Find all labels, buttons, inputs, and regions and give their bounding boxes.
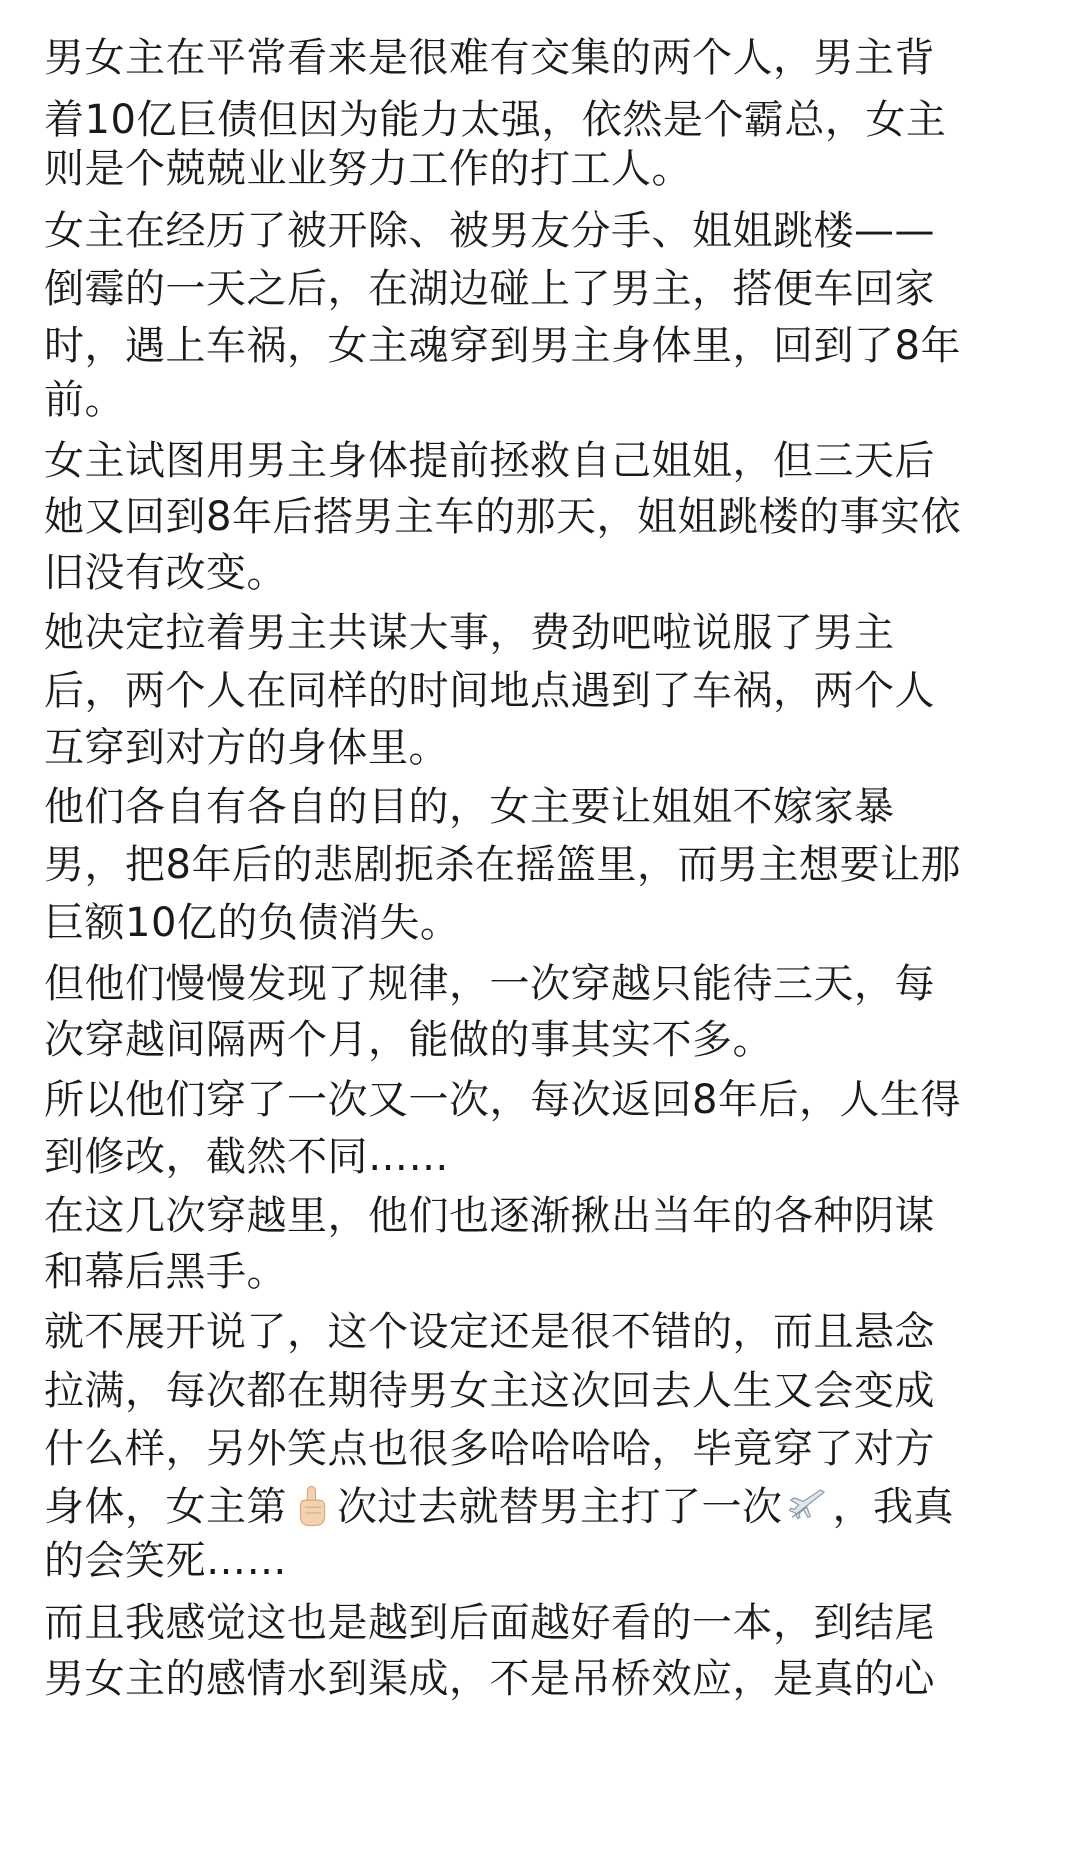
- text-line: 时，遇上车祸，女主魂穿到男主身体里，回到了8年: [44, 323, 961, 369]
- text-line: 她决定拉着男主共谋大事，费劲吧啦说服了男主: [44, 610, 895, 656]
- text-line: 但他们慢慢发现了规律，一次穿越只能待三天，每: [44, 961, 935, 1007]
- text-line: 在这几次穿越里，他们也逐渐揪出当年的各种阴谋: [44, 1193, 935, 1239]
- text-line: 和幕后黑手。: [44, 1249, 287, 1295]
- text-line: 到修改，截然不同……: [44, 1134, 449, 1180]
- text-segment: ，我真: [832, 1484, 954, 1530]
- text-line: 她又回到8年后搭男主车的那天，姐姐跳楼的事实依: [44, 494, 961, 540]
- top-edge: [0, 0, 1080, 10]
- text-line: 而且我感觉这也是越到后面越好看的一本，到结尾: [44, 1600, 935, 1646]
- text-line: 着10亿巨债但因为能力太强，依然是个霸总，女主: [44, 97, 947, 143]
- text-line: 倒霉的一天之后，在湖边碰上了男主，搭便车回家: [44, 266, 935, 312]
- text-line: 所以他们穿了一次又一次，每次返回8年后，人生得: [44, 1077, 961, 1123]
- text-line: 男女主的感情水到渠成，不是吊桥效应，是真的心: [44, 1656, 935, 1702]
- text-line: 什么样，另外笑点也很多哈哈哈哈，毕竟穿了对方: [44, 1426, 935, 1472]
- index-finger-up-icon: [289, 1483, 335, 1529]
- text-line: 拉满，每次都在期待男女主这次回去人生又会变成: [44, 1368, 935, 1414]
- watermark-fade: [810, 1803, 1060, 1853]
- text-line: 女主试图用男主身体提前拯救自己姐姐，但三天后: [44, 438, 935, 484]
- text-line: 女主在经历了被开除、被男友分手、姐姐跳楼——: [44, 208, 935, 254]
- airplane-icon: [785, 1483, 831, 1529]
- text-line: 巨额10亿的负债消失。: [44, 900, 461, 946]
- text-line: 次穿越间隔两个月，能做的事其实不多。: [44, 1017, 773, 1063]
- text-line: 他们各自有各自的目的，女主要让姐姐不嫁家暴: [44, 784, 895, 830]
- text-line: 旧没有改变。: [44, 550, 287, 596]
- text-line: 就不展开说了，这个设定还是很不错的，而且悬念: [44, 1309, 935, 1355]
- text-line: 则是个兢兢业业努力工作的打工人。: [44, 146, 692, 192]
- text-line: 男，把8年后的悲剧扼杀在摇篮里，而男主想要让那: [44, 842, 961, 888]
- text-segment: 次过去就替男主打了一次: [337, 1484, 783, 1530]
- text-line: 的会笑死……: [44, 1538, 287, 1584]
- text-segment: 身体，女主第: [44, 1484, 287, 1530]
- text-line-with-emoji: [44, 1476, 954, 1538]
- text-line: 互穿到对方的身体里。: [44, 725, 449, 771]
- text-line: 后，两个人在同样的时间地点遇到了车祸，两个人: [44, 668, 935, 714]
- text-line: 男女主在平常看来是很难有交集的两个人，男主背: [44, 35, 935, 81]
- text-line: 前。: [44, 377, 125, 423]
